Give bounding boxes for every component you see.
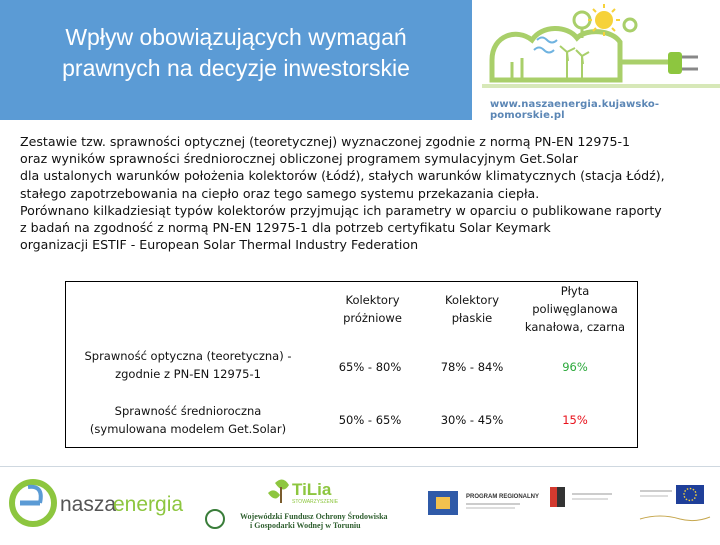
row-label-text: zgodnie z PN-EN 12975-1 (115, 367, 261, 381)
program-regionalny-text: PROGRAM REGIONALNY (466, 494, 540, 500)
column-header-text: Płyta (560, 284, 590, 298)
table-cell-highlight: 15% (562, 413, 588, 427)
column-header-polycarbonate (520, 282, 630, 336)
row-label-text: Sprawność optyczna (teoretyczna) - (84, 349, 292, 363)
column-header-flat (427, 291, 517, 327)
intro-line: stałego zapotrzebowania na ciepło oraz tego samego systemu przekazania ciepła. (20, 185, 540, 201)
intro-line: dla ustalonych warunków położenia kolektorów (Łódź), stałych warunków klimatycznych (stacja Łódź), (20, 168, 665, 184)
column-header-text: kanałowa, czarna (524, 320, 626, 334)
row-label-optical (73, 347, 303, 383)
sponsor-logos (0, 467, 720, 540)
table-cell: 50% - 65% (338, 413, 402, 427)
website-url: www.naszaenergia.kujawsko-pomorskie.pl (490, 99, 660, 121)
table-cell: 65% - 80% (338, 360, 402, 374)
wfos-name-line-2: i Gospodarki Wodnej w Toruniu (250, 521, 361, 530)
column-header-text: płaskie (451, 311, 493, 325)
tilia-logo-text: TiLia (292, 480, 332, 499)
signature-icon (640, 516, 710, 521)
table-cell: 30% - 45% (440, 413, 504, 427)
page-title (0, 22, 472, 84)
row-label-text: (symulowana modelem Get.Solar) (89, 422, 287, 436)
naszaenergia-logo-icon (12, 482, 54, 524)
column-header-text: Kolektory (444, 293, 499, 307)
column-header-text: próżniowe (343, 311, 402, 325)
page-title-line-2: prawnych na decyzje inwestorskie (62, 55, 410, 81)
column-header-text: poliwęglanowa (532, 302, 618, 316)
wfos-emblem-icon (206, 510, 224, 528)
intro-line: organizacji ESTIF - European Solar Thermal Industry Federation (20, 237, 419, 253)
wfos-name-line-1: Wojewódzki Fundusz Ochrony Środowiska (240, 512, 388, 521)
intro-paragraph (20, 133, 710, 253)
comparison-table (65, 281, 638, 448)
column-header-vacuum (315, 291, 430, 327)
page-title-line-1: Wpływ obowiązujących wymagań (65, 24, 407, 50)
eu-flag-icon (676, 485, 704, 504)
naszaenergia-logo-text: nasza (60, 493, 117, 516)
table-cell-highlight: 96% (562, 360, 588, 374)
tilia-logo-icon (268, 479, 289, 503)
intro-line: Zestawie tzw. sprawności optycznej (teoretycznej) wyznaczonej zgodnie z normą PN-EN 12975-1 (20, 134, 631, 149)
title-banner (0, 0, 472, 120)
intro-line: z badań na zgodność z normą PN-EN 12975-1 dla potrzeb certyfikatu Solar Keymark (20, 220, 551, 236)
column-header-text: Kolektory (345, 293, 400, 307)
intro-line: Porównano kilkadziesiąt typów kolektorów przyjmując ich parametry w oparciu o publikowane raporty (20, 202, 662, 218)
row-label-text: Sprawność średnioroczna (114, 404, 262, 418)
svg-text:STOWARZYSZENIE: STOWARZYSZENIE (292, 499, 339, 505)
footer-logos (0, 467, 720, 540)
table-cell: 78% - 84% (440, 360, 504, 374)
intro-line: oraz wyników sprawności średniorocznej obliczonej programem symulacyjnym Get.Solar (20, 151, 579, 167)
row-label-annual (73, 402, 303, 438)
svg-text:energia: energia (113, 493, 184, 516)
